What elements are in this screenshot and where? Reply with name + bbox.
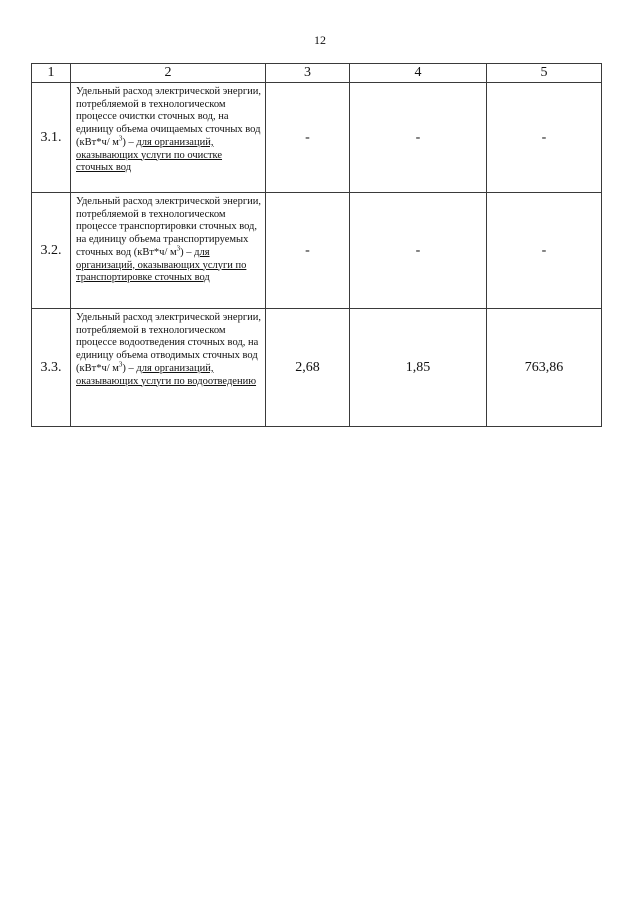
- column-header-1: 1: [32, 64, 71, 83]
- unit-close: ): [122, 136, 126, 148]
- row-number: 3.2.: [32, 193, 71, 309]
- row-description: [71, 193, 266, 309]
- unit-superscript: 3: [176, 244, 181, 253]
- unit-superscript: 3: [118, 134, 123, 143]
- column-header-4: 4: [350, 64, 487, 83]
- table-row: [32, 309, 602, 427]
- value-col-5: -: [487, 193, 602, 309]
- value-col-5: -: [487, 83, 602, 193]
- description-dash: –: [183, 246, 195, 258]
- row-number: 3.1.: [32, 83, 71, 193]
- row-number: 3.3.: [32, 309, 71, 427]
- description-text: Удельный расход электрической энергии, потребляемой в технологическом процессе транспортировки сточных вод, на единицу объема транспортируемых сточных вод (кВт*ч/ м: [76, 196, 262, 258]
- description-text: Удельный расход электрической энергии, потребляемой в технологическом процессе очистки сточных вод, на единицу объема очищаемых сточных вод (кВт*ч/ м: [76, 86, 262, 148]
- description-scope: для организаций, оказывающих услуги по водоотведению: [76, 362, 257, 387]
- description-text: Удельный расход электрической энергии, потребляемой в технологическом процессе водоотведения сточных вод, на единицу объема отводимых сточных вод (кВт*ч/ м: [76, 312, 262, 374]
- value-col-3: 2,68: [266, 309, 350, 427]
- page-number: 12: [314, 33, 326, 47]
- row-description: [71, 309, 266, 427]
- row-description: [71, 83, 266, 193]
- column-header-2: 2: [71, 64, 266, 83]
- unit-close: ): [180, 246, 184, 258]
- table-header-row: [32, 64, 602, 83]
- value-col-4: -: [350, 83, 487, 193]
- description-dash: –: [125, 362, 137, 374]
- unit-close: ): [122, 362, 126, 374]
- column-header-5: 5: [487, 64, 602, 83]
- table-row: [32, 83, 602, 193]
- value-col-3: -: [266, 83, 350, 193]
- unit-superscript: 3: [118, 360, 123, 369]
- table-row: [32, 193, 602, 309]
- value-col-3: -: [266, 193, 350, 309]
- description-scope: для организаций, оказывающих услуги по транспортировке сточных вод: [76, 246, 247, 284]
- column-header-3: 3: [266, 64, 350, 83]
- value-col-5: 763,86: [487, 309, 602, 427]
- value-col-4: 1,85: [350, 309, 487, 427]
- value-col-4: -: [350, 193, 487, 309]
- indicators-table: [31, 63, 602, 427]
- description-scope: для организаций, оказывающих услуги по очистке сточных вод: [76, 136, 223, 174]
- description-dash: –: [125, 136, 137, 148]
